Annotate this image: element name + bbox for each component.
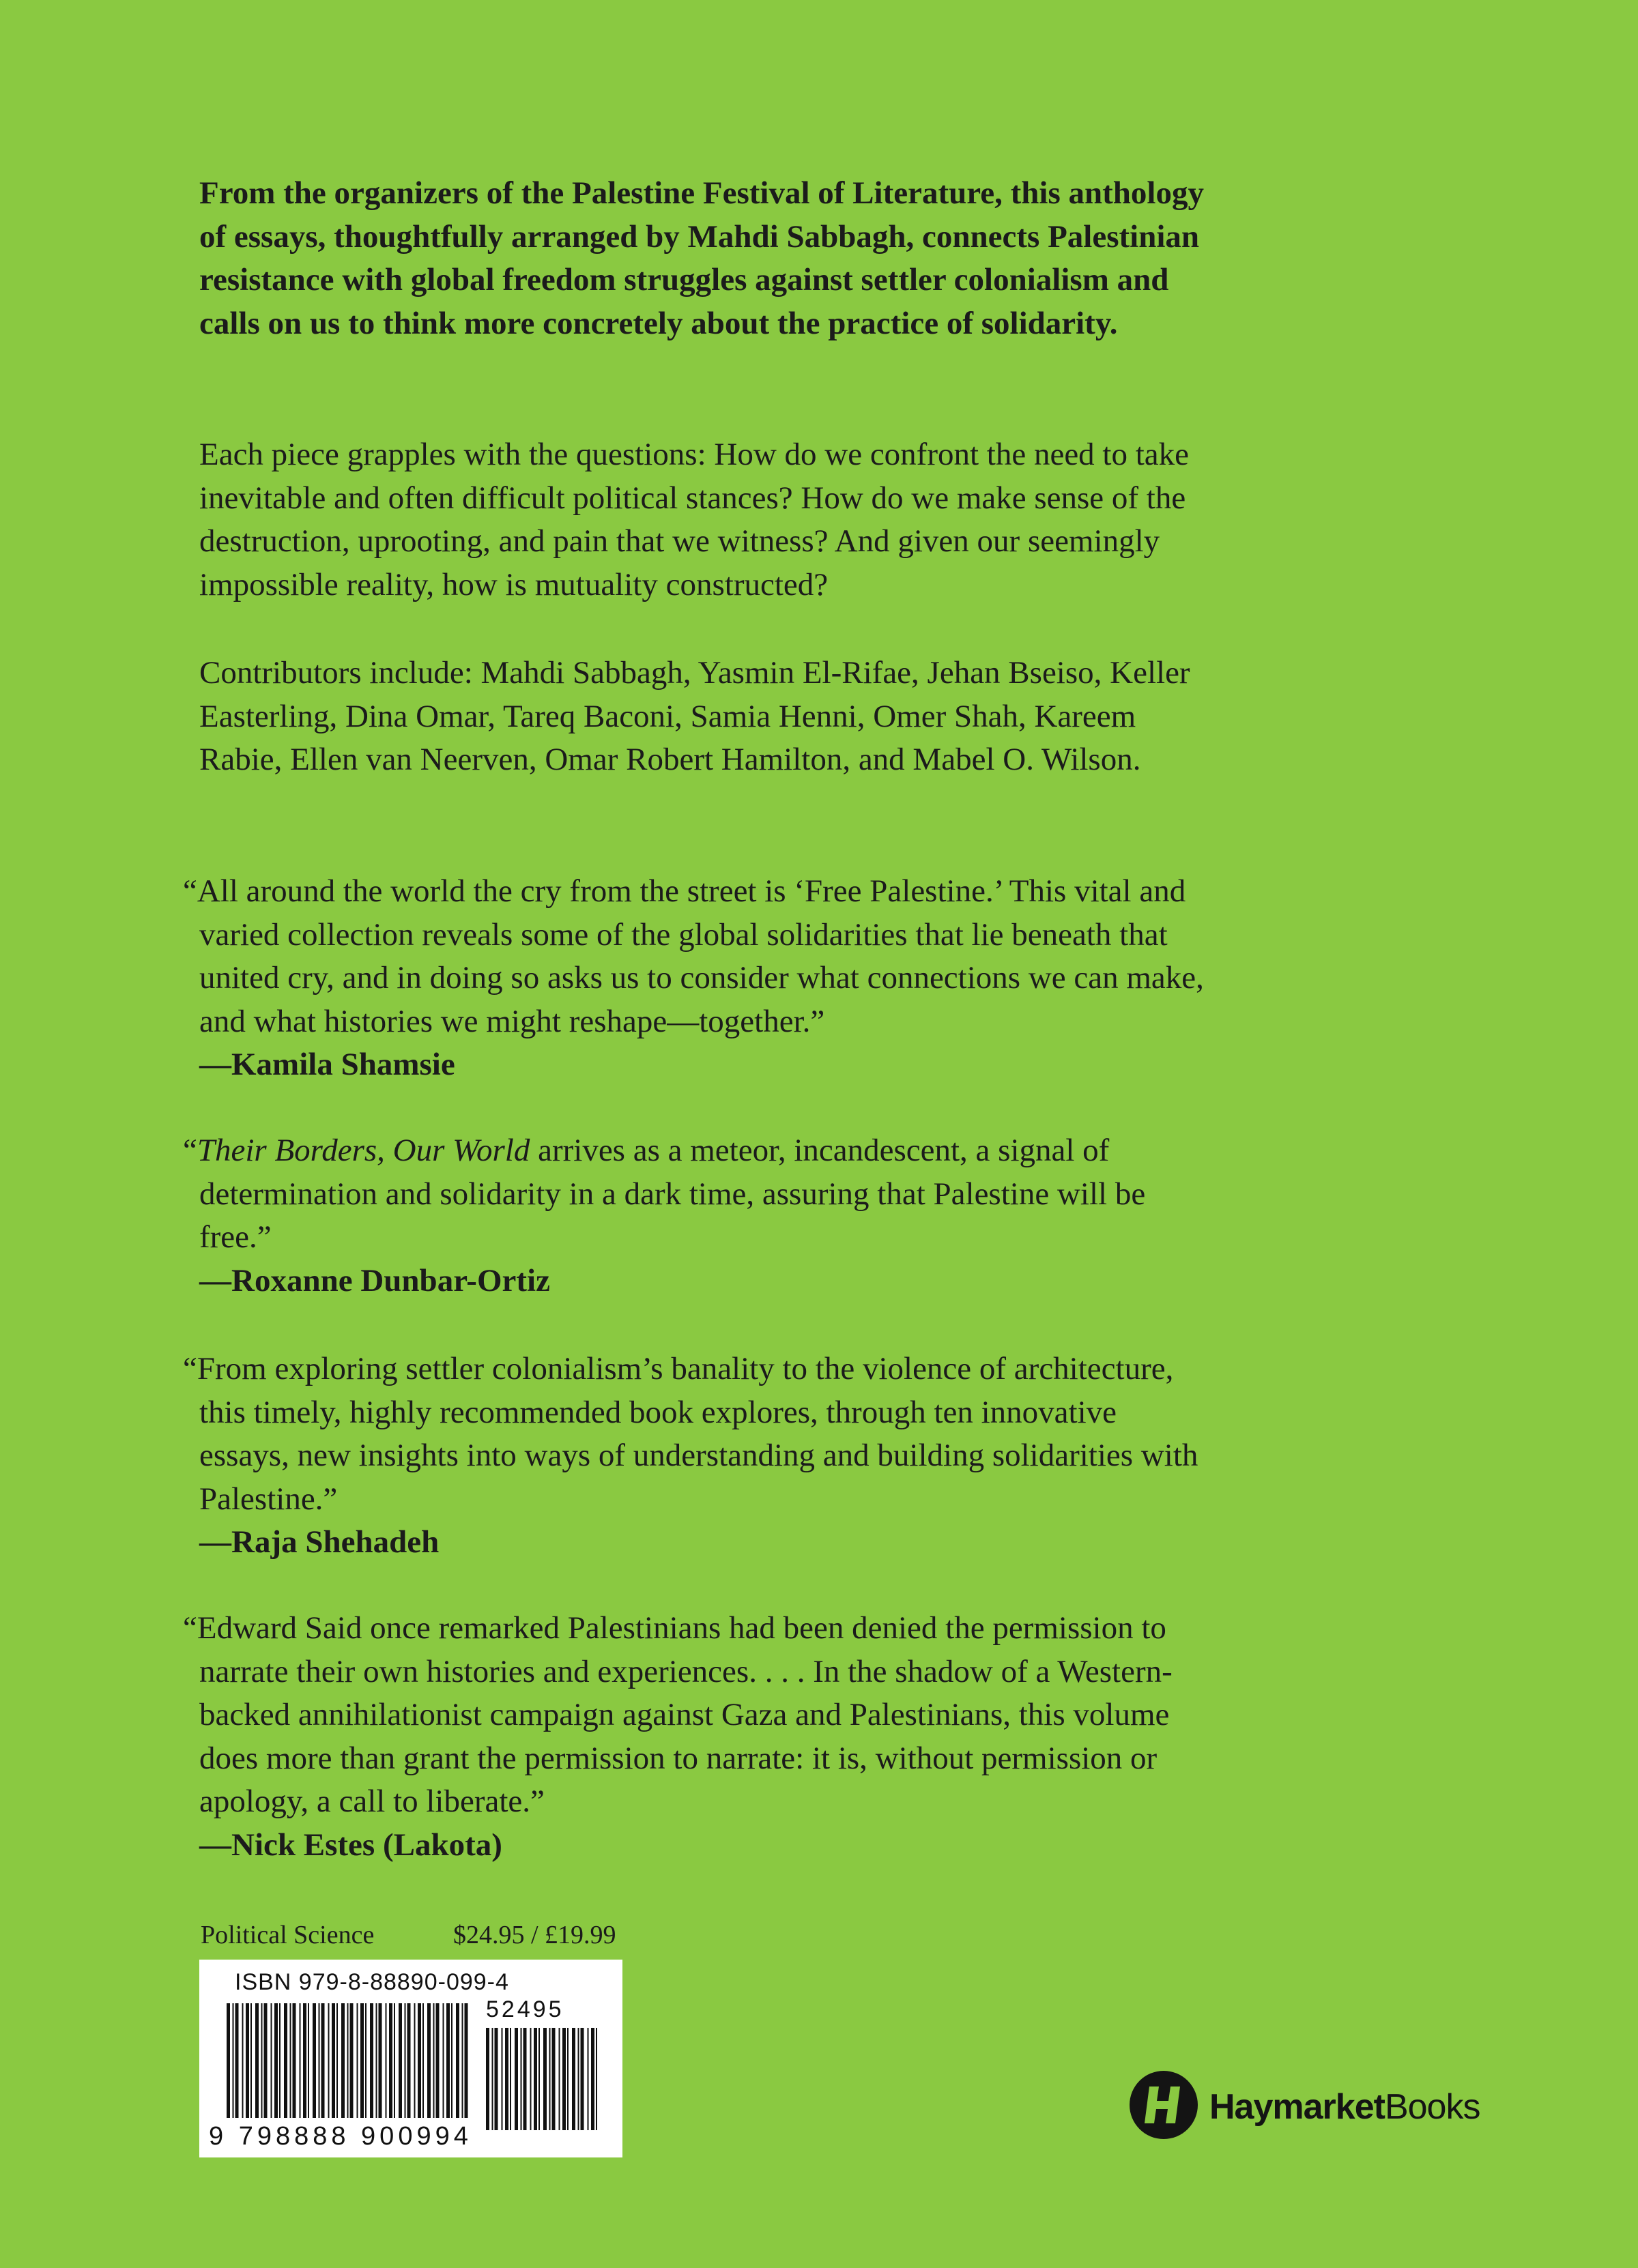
barcode-bar — [549, 2028, 551, 2130]
barcode-bar — [436, 2003, 440, 2118]
description-lead: From the organizers of the Palestine Festival of Literature, this anthology of essays, thoughtfully arranged by Mahdi Sabbagh, connects Palestinian resistance with global freedom struggles against settler colonialism and calls on us to think more concretely about the practice of solidarity. — [199, 175, 1204, 341]
barcode-bar — [446, 2003, 450, 2118]
description-questions: Each piece grapples with the questions: How do we confront the need to take inevitable and often difficult political stances? How do we make sense of the destruction, uprooting, and pain that we witness? And given our seemingly impossible reality, how is mutuality constructed? — [199, 437, 1190, 602]
price-label: $24.95 / £19.99 — [453, 1921, 616, 1949]
barcode-bar — [293, 2003, 296, 2118]
barcode-bar — [274, 2003, 278, 2118]
blurb-attribution: —Nick Estes (Lakota) — [199, 1827, 502, 1863]
barcode-bar — [562, 2028, 566, 2130]
publisher-name — [1209, 2087, 1480, 2127]
barcode-bar — [578, 2028, 579, 2130]
barcode-bar — [328, 2003, 330, 2118]
barcode-bar — [465, 2003, 468, 2118]
barcode-bar — [443, 2003, 444, 2118]
barcode-bar — [271, 2003, 272, 2118]
open-quote: “ — [183, 1133, 197, 1168]
barcode-bar — [502, 2028, 503, 2130]
barcode-bar — [264, 2003, 268, 2118]
barcode-digits: 9 798888 900994 — [209, 2122, 472, 2151]
barcode-bar — [433, 2003, 435, 2118]
blurb-attribution: —Raja Shehadeh — [199, 1524, 440, 1560]
barcode-bar — [379, 2003, 382, 2118]
barcode-bar — [365, 2003, 367, 2118]
barcode-bar — [399, 2003, 402, 2118]
isbn-label: ISBN 979-8-88890-099-4 — [235, 1969, 509, 1995]
barcode-bar — [456, 2003, 459, 2118]
blurb-text — [183, 1129, 1213, 1260]
barcode-bar — [261, 2003, 263, 2118]
barcode-bar — [332, 2003, 335, 2118]
barcode-bar — [303, 2003, 306, 2118]
barcode-bar — [279, 2003, 281, 2118]
barcode-bar — [422, 2003, 424, 2118]
barcode-bar — [572, 2028, 575, 2130]
barcode-bar — [227, 2003, 230, 2118]
barcode-bar — [357, 2003, 358, 2118]
barcode-bar — [538, 2028, 540, 2130]
barcode-bar — [530, 2028, 532, 2130]
blurb-text: “All around the world the cry from the street is ‘Free Palestine.’ This vital and varied collection reveals some of the global solidarities that lie beneath that united cry, and in doing so asks us to consider what connections we can make, and what histories we might reshape—together.” — [183, 873, 1204, 1039]
blurb-nick-estes — [183, 1607, 1213, 1867]
barcode-bar — [581, 2028, 584, 2130]
barcode-bar — [405, 2003, 406, 2118]
haymarket-h-logo-icon — [1126, 2067, 1201, 2142]
barcode-bar — [370, 2003, 373, 2118]
blurb-attribution: —Kamila Shamsie — [199, 1047, 455, 1082]
barcode-bar — [336, 2003, 338, 2118]
publisher-name-regular: Books — [1384, 2087, 1480, 2127]
barcode-bar — [250, 2003, 252, 2118]
barcode-bar — [376, 2003, 377, 2118]
addon-digits: 52495 — [486, 1996, 564, 2022]
barcode-bar — [313, 2003, 316, 2118]
barcode-bar — [505, 2028, 508, 2130]
barcode-bar — [300, 2003, 301, 2118]
barcode-bar — [418, 2003, 421, 2118]
barcode-bar — [394, 2003, 395, 2118]
barcode-bar — [492, 2028, 493, 2130]
blurb-attribution: —Roxanne Dunbar-Ortiz — [199, 1262, 550, 1298]
barcode-bar — [591, 2028, 594, 2130]
barcode-bar — [552, 2028, 556, 2130]
barcode-bar — [242, 2003, 244, 2118]
barcode-bar — [486, 2028, 489, 2130]
blurb-raja-shehadeh — [183, 1348, 1213, 1565]
barcode-bar — [414, 2003, 416, 2118]
barcode-bar — [255, 2003, 259, 2118]
blurb-text-rest: arrives as a meteor, incandescent, a signal of determination and solidarity in a dark time, assuring that Palestine will be free.” — [199, 1133, 1146, 1255]
blurb-roxanne-dunbar-ortiz — [183, 1129, 1213, 1303]
barcode-bar — [233, 2003, 234, 2118]
barcode-bar — [284, 2003, 287, 2118]
barcode-bar — [308, 2003, 309, 2118]
barcode-bar — [427, 2003, 431, 2118]
barcode-bar — [462, 2003, 463, 2118]
barcode-bar — [510, 2028, 511, 2130]
contributors-list: Contributors include: Mahdi Sabbagh, Yasmin El-Rifae, Jehan Bseiso, Keller Easterling, Dina Omar, Tareq Baconi, Samia Henni, Omer Shah, Kareem Rabie, Ellen van Neerven, Omar Robert Hamilton, and Mabel O. Wilson. — [199, 655, 1190, 777]
barcode-bar — [588, 2028, 589, 2130]
barcode-bar — [350, 2003, 354, 2118]
barcode-bar — [386, 2003, 387, 2118]
barcode-bar — [451, 2003, 452, 2118]
barcode-bar — [567, 2028, 569, 2130]
barcode-bar — [341, 2003, 345, 2118]
barcode-bar — [389, 2003, 392, 2118]
barcode-bar — [290, 2003, 291, 2118]
blurb-kamila-shamsie — [183, 870, 1213, 1087]
category-label: Political Science — [201, 1921, 375, 1949]
barcode-bar — [523, 2028, 527, 2130]
book-title: Their Borders, Our World — [197, 1133, 530, 1168]
barcode-bar — [407, 2003, 411, 2118]
barcode-bar — [515, 2028, 518, 2130]
barcode-bar — [321, 2003, 325, 2118]
blurb-text: “Edward Said once remarked Palestinians had been denied the permission to narrate their own histories and experiences. . . . In the shadow of a Western-backed annihilationist campaign against Gaza and Palestinians, this volume does more than grant the permission to narrate: it is, without permission or apology, a call to liberate.” — [183, 1610, 1173, 1819]
barcode-bar — [360, 2003, 364, 2118]
barcode-bar — [559, 2028, 560, 2130]
barcode-bar — [521, 2028, 522, 2130]
barcode-bar — [319, 2003, 320, 2118]
barcode-bar — [347, 2003, 349, 2118]
barcode-bar — [495, 2028, 498, 2130]
barcode-bar — [543, 2028, 547, 2130]
isbn-barcode — [199, 1960, 622, 2157]
publisher-name-bold: Haymarket — [1209, 2087, 1385, 2127]
publisher-logo — [1126, 2067, 1508, 2142]
barcode-bar — [246, 2003, 249, 2118]
blurb-text: “From exploring settler colonialism’s banality to the violence of architecture, this timely, highly recommended book explores, through ten innovative essays, new insights into ways of understanding and building solidarities with Palestine.” — [183, 1351, 1198, 1517]
barcode-bar — [534, 2028, 537, 2130]
barcode-bar — [235, 2003, 239, 2118]
barcode-bar — [596, 2028, 597, 2130]
